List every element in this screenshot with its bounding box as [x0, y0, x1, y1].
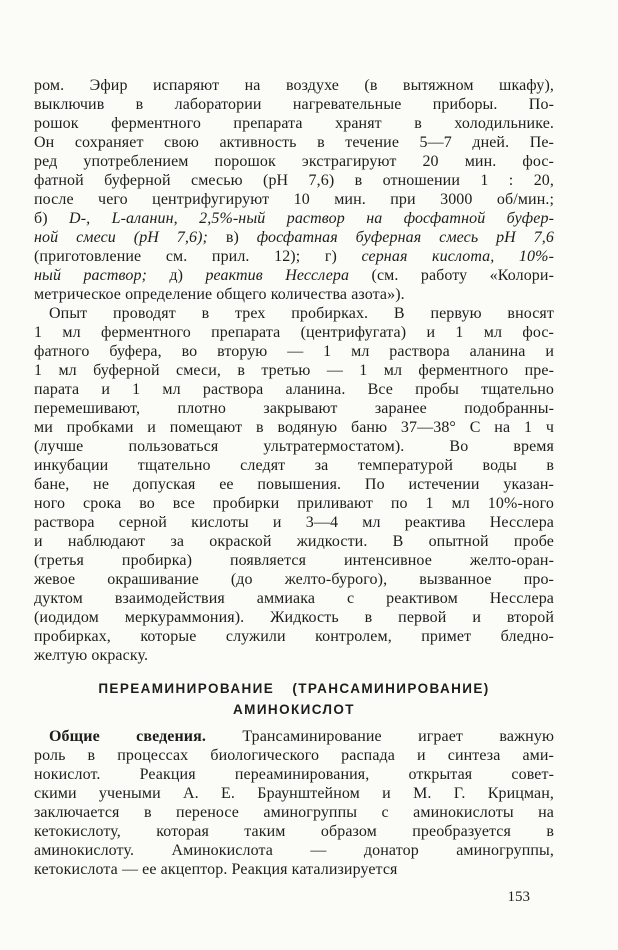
text-segment: метрическое определение общего количества азота»). [34, 286, 405, 303]
text-line [34, 475, 554, 494]
text-segment: ред употреблением порошок экстрагируют 20 мин. фос- [34, 153, 554, 170]
text-line [34, 513, 554, 532]
text-segment: скими учеными А. Е. Браунштейном и М. Г. Крицман, [34, 785, 554, 802]
text-segment: пробирках, которые служили контролем, примет бледно- [34, 628, 554, 645]
text-line [34, 171, 554, 190]
text-segment: жевое окрашивание (до желто-бурого), вызванное про- [34, 571, 554, 588]
text-line [34, 589, 554, 608]
text-segment: дуктом взаимодействия аммиака с реактивом Несслера [34, 590, 554, 607]
text-line [34, 570, 554, 589]
text-line [34, 152, 554, 171]
text-line [34, 304, 554, 323]
text-segment: кетокислоту, которая таким образом преобразуется в [34, 823, 554, 840]
italic-text: реактив Несслера [205, 267, 350, 284]
text-segment: (приготовление см. прил. 12); г) [34, 248, 362, 265]
text-segment: (см. работу «Колори- [349, 267, 554, 284]
text-segment: фатной буферной смесью (pH 7,6) в отношении 1 : 20, [34, 172, 554, 189]
text-segment: раствора серной кислоты и 3—4 мл реактива Несслера [34, 514, 554, 531]
bold-text: Общие сведения. [49, 728, 206, 745]
text-line [34, 285, 554, 304]
text-line [34, 822, 554, 841]
text-segment: б) [34, 210, 70, 227]
text-line [34, 456, 554, 475]
text-segment: Он сохраняет свою активность в течение 5—7 дней. Пе- [34, 134, 554, 151]
text-segment: Трансаминирование играет важную [205, 728, 555, 745]
italic-text: D-, L-аланин, 2,5%-ный раствор на фосфатной буфер- [69, 210, 554, 227]
text-line [34, 437, 554, 456]
text-line [34, 399, 554, 418]
text-segment: (лучше пользоваться ультратермостатом). Во время [34, 438, 554, 455]
text-segment: (третья пробирка) появляется интенсивное желто-оран- [34, 552, 554, 569]
text-segment: нокислот. Реакция переаминирования, открытая совет- [34, 766, 554, 783]
text-segment: бане, не допуская ее повышения. По истечении указан- [34, 476, 554, 493]
text-line [34, 746, 554, 765]
text-line [34, 646, 554, 665]
text-line [34, 608, 554, 627]
text-segment: кетокислота — ее акцептор. Реакция катализируется [34, 861, 398, 878]
text-line [34, 860, 554, 879]
text-segment: инкубации тщательно следят за температурой воды в [34, 457, 554, 474]
page-number: 153 [507, 889, 530, 905]
text-line [34, 114, 554, 133]
text-line [34, 342, 554, 361]
text-line [34, 494, 554, 513]
paragraph [34, 304, 554, 665]
italic-text: серная кислота, 10%- [361, 248, 554, 265]
text-segment: ми пробками и помещают в водяную баню 37—38° С на 1 ч [34, 419, 554, 436]
italic-text: ной смеси (pH 7,6); [34, 229, 208, 246]
text-line [34, 209, 554, 228]
text-line [34, 247, 554, 266]
text-segment: 1 мл буферной смеси, в третью — 1 мл ферментного пре- [34, 362, 554, 379]
text-line [34, 418, 554, 437]
text-segment: парата и 1 мл раствора аланина. Все пробы тщательно [34, 381, 554, 398]
text-segment: 1 мл ферментного препарата (центрифугата) и 1 мл фос- [34, 324, 554, 341]
text-line [34, 784, 554, 803]
text-line [34, 266, 554, 285]
text-line [34, 803, 554, 822]
text-line [34, 765, 554, 784]
paragraph [34, 76, 554, 304]
text-line [34, 727, 554, 746]
text-segment: после чего центрифугируют 10 мин. при 3000 об/мин.; [34, 191, 554, 208]
text-line [34, 190, 554, 209]
text-segment: роль в процессах биологического распада и синтеза ами- [34, 747, 554, 764]
text-line [34, 627, 554, 646]
text-segment: перемешивают, плотно закрывают заранее подобранны- [34, 400, 554, 417]
italic-text: фосфатная буферная смесь pH 7,6 [256, 229, 554, 246]
text-line [34, 133, 554, 152]
text-segment: аминокислоту. Аминокислота — донатор аминогруппы, [34, 842, 554, 859]
text-line [34, 380, 554, 399]
text-line [34, 841, 554, 860]
text-segment: Опыт проводят в трех пробирках. В первую вносят [49, 305, 554, 322]
text-line [34, 532, 554, 551]
text-segment: и наблюдают за окраской жидкости. В опытной пробе [34, 533, 554, 550]
text-line [34, 95, 554, 114]
text-segment: фатного буфера, во вторую — 1 мл раствора аланина и [34, 343, 554, 360]
heading-line: ПЕРЕАМИНИРОВАНИЕ (ТРАНСАМИНИРОВАНИЕ) [98, 681, 490, 696]
italic-text: ный раствор; [34, 267, 147, 284]
text-segment: ром. Эфир испаряют на воздухе (в вытяжном шкафу), [34, 77, 554, 94]
text-segment: выключив в лаборатории нагревательные приборы. По- [34, 96, 554, 113]
text-line [34, 76, 554, 95]
text-line [34, 361, 554, 380]
heading-line: АМИНОКИСЛОТ [233, 702, 355, 717]
text-line [34, 323, 554, 342]
text-segment: в) [207, 229, 257, 246]
paragraph [34, 727, 554, 879]
text-segment: желтую окраску. [34, 647, 149, 664]
text-segment: д) [146, 267, 206, 284]
text-segment: ного срока во все пробирки приливают по 1 мл 10%-ного [34, 495, 554, 512]
text-column [34, 76, 554, 879]
text-line [34, 228, 554, 247]
section-heading [34, 678, 554, 720]
text-line [34, 551, 554, 570]
text-segment: заключается в переносе аминогруппы с аминокислоты на [34, 804, 554, 821]
text-segment: рошок ферментного препарата хранят в холодильнике. [34, 115, 554, 132]
text-segment: (иодидом меркураммония). Жидкость в первой и второй [34, 609, 554, 626]
